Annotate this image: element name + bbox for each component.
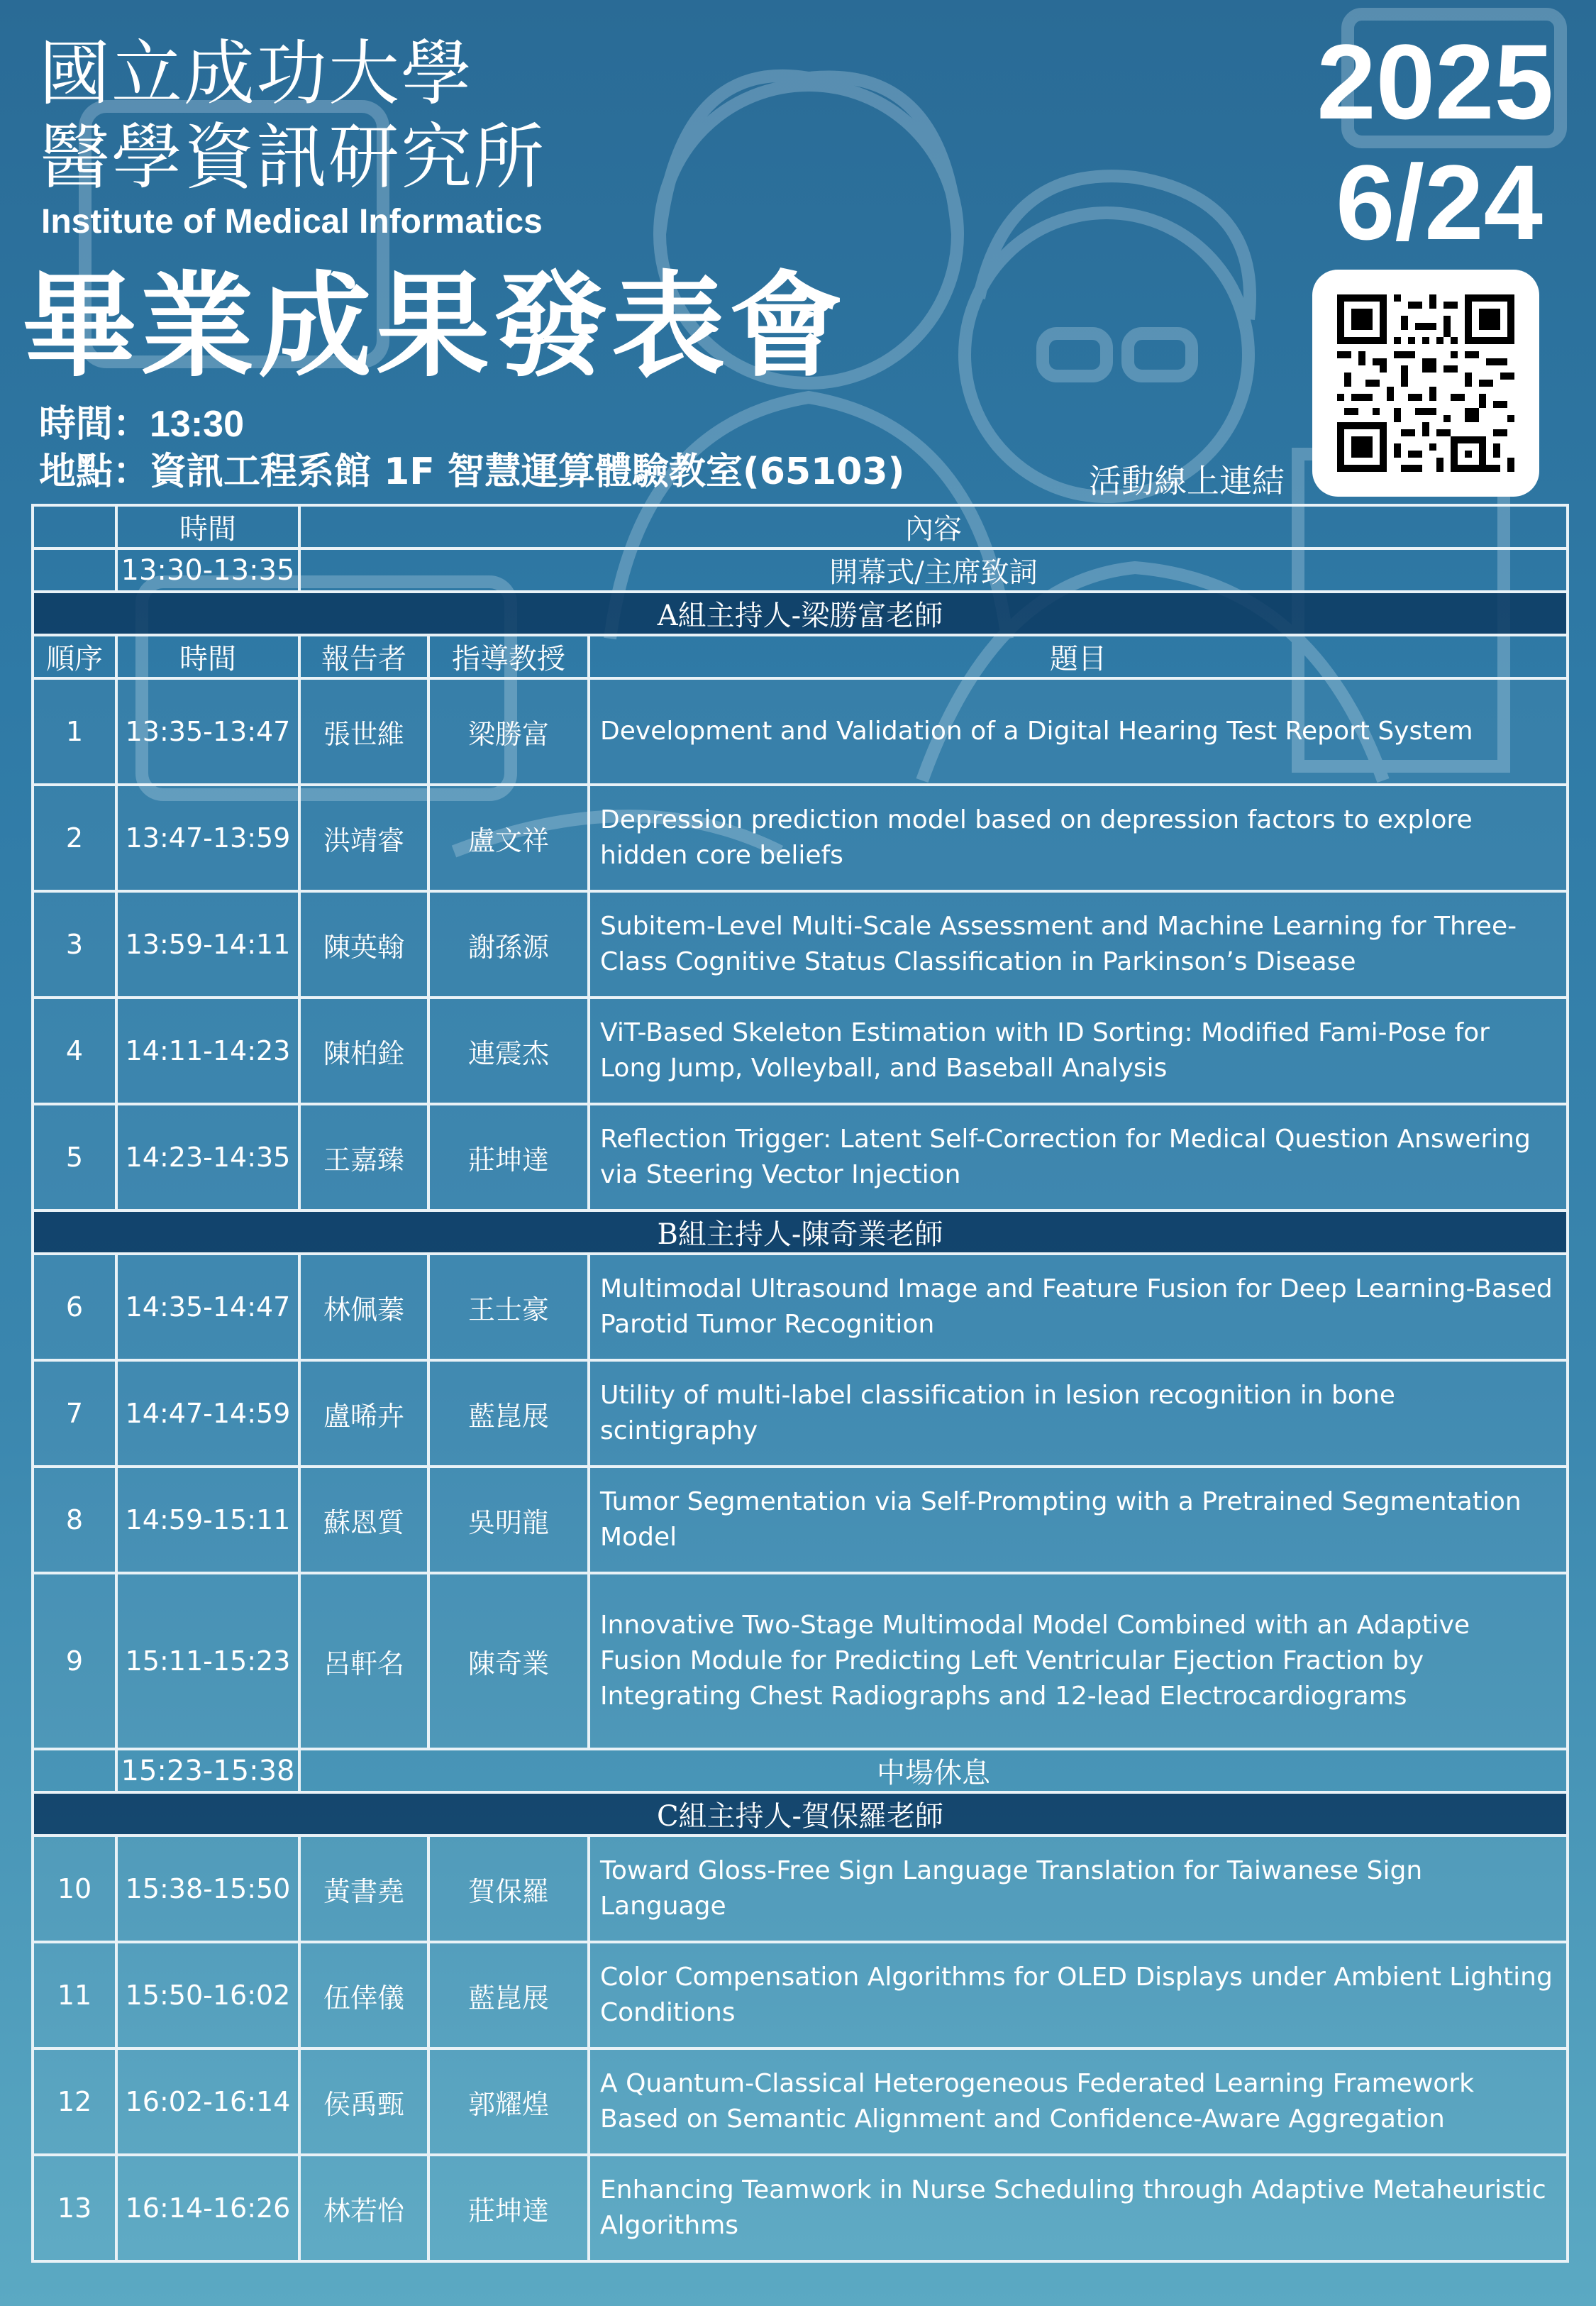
talk-title: A Quantum-Classical Heterogeneous Federated Learning Framework Based on Semantic Alignment and Confidence-Aware Aggregation	[589, 2048, 1568, 2155]
location-value: 資訊工程系館 1F 智慧運算體驗教室(65103)	[150, 451, 905, 493]
talk-row	[33, 891, 1568, 998]
talk-row	[33, 998, 1568, 1104]
talk-row	[33, 2048, 1568, 2155]
talk-time: 13:59-14:11	[116, 891, 299, 998]
event-date: 6/24	[1336, 143, 1543, 262]
talk-time: 14:11-14:23	[116, 998, 299, 1104]
talk-row	[33, 1467, 1568, 1573]
talk-advisor: 郭耀煌	[428, 2048, 589, 2155]
talk-order: 5	[33, 1104, 116, 1210]
talk-title: Development and Validation of a Digital Hearing Test Report System	[589, 678, 1568, 785]
talk-advisor: 莊坤達	[428, 1104, 589, 1210]
talk-time: 13:35-13:47	[116, 678, 299, 785]
talk-time: 13:47-13:59	[116, 785, 299, 891]
talk-row	[33, 1104, 1568, 1210]
talk-advisor: 陳奇業	[428, 1573, 589, 1749]
talk-order: 2	[33, 785, 116, 891]
talk-row	[33, 785, 1568, 891]
institute-name-zh-line1: 國立成功大學	[39, 32, 473, 115]
opening-content: 開幕式/主席致詞	[299, 548, 1568, 592]
talk-title: Utility of multi-label classification in lesion recognition in bone scintigraphy	[589, 1360, 1568, 1467]
talk-order: 7	[33, 1360, 116, 1467]
event-title: 畢業成果發表會	[23, 260, 848, 392]
institute-name-en: Institute of Medical Informatics	[41, 203, 543, 241]
talk-title: Tumor Segmentation via Self-Prompting with a Pretrained Segmentation Model	[589, 1467, 1568, 1573]
talk-advisor: 盧文祥	[428, 785, 589, 891]
talk-advisor: 連震杰	[428, 998, 589, 1104]
blank-cell	[33, 505, 116, 548]
talk-advisor: 王士豪	[428, 1254, 589, 1360]
talk-advisor: 吳明龍	[428, 1467, 589, 1573]
institute-name-zh	[39, 32, 545, 199]
talk-order: 12	[33, 2048, 116, 2155]
talk-advisor: 藍崑展	[428, 1360, 589, 1467]
break-content: 中場休息	[299, 1749, 1568, 1792]
talk-advisor: 莊坤達	[428, 2155, 589, 2261]
column-header-row	[33, 635, 1568, 678]
event-year: 2025	[1317, 22, 1553, 141]
talk-order: 11	[33, 1942, 116, 2048]
talk-time: 16:02-16:14	[116, 2048, 299, 2155]
top-header-row	[33, 505, 1568, 548]
talk-row	[33, 1573, 1568, 1749]
talk-time: 14:47-14:59	[116, 1360, 299, 1467]
talk-order: 9	[33, 1573, 116, 1749]
talk-title: Color Compensation Algorithms for OLED Displays under Ambient Lighting Conditions	[589, 1942, 1568, 2048]
talk-presenter: 盧晞卉	[299, 1360, 428, 1467]
header-content: 內容	[299, 505, 1568, 548]
talk-presenter: 黃書堯	[299, 1836, 428, 1942]
talk-title: Toward Gloss-Free Sign Language Translation for Taiwanese Sign Language	[589, 1836, 1568, 1942]
opening-time: 13:30-13:35	[116, 548, 299, 592]
event-location	[39, 441, 904, 495]
talk-presenter: 洪靖睿	[299, 785, 428, 891]
talk-row	[33, 1836, 1568, 1942]
col-header-order: 順序	[33, 635, 116, 678]
talk-presenter: 林若怡	[299, 2155, 428, 2261]
talk-title: Subitem-Level Multi-Scale Assessment and Machine Learning for Three-Class Cognitive Status Classification in Parkinson’s Disease	[589, 891, 1568, 998]
talk-time: 14:35-14:47	[116, 1254, 299, 1360]
group-header-row	[33, 592, 1568, 635]
talk-presenter: 張世維	[299, 678, 428, 785]
talk-title: Depression prediction model based on depression factors to explore hidden core beliefs	[589, 785, 1568, 891]
schedule-table	[31, 504, 1569, 2263]
talk-title: Enhancing Teamwork in Nurse Scheduling through Adaptive Metaheuristic Algorithms	[589, 2155, 1568, 2261]
talk-title: Reflection Trigger: Latent Self-Correction for Medical Question Answering via Steering Vector Injection	[589, 1104, 1568, 1210]
talk-order: 4	[33, 998, 116, 1104]
talk-presenter: 呂軒名	[299, 1573, 428, 1749]
talk-row	[33, 1254, 1568, 1360]
talk-row	[33, 2155, 1568, 2261]
qr-code-icon	[1337, 294, 1514, 472]
talk-order: 3	[33, 891, 116, 998]
talk-row	[33, 678, 1568, 785]
col-header-advisor: 指導教授	[428, 635, 589, 678]
col-header-presenter: 報告者	[299, 635, 428, 678]
group-host: C組主持人-賀保羅老師	[33, 1792, 1568, 1836]
blank-cell	[33, 1749, 116, 1792]
talk-title: ViT-Based Skeleton Estimation with ID Sorting: Modified Fami-Pose for Long Jump, Volleyball, and Baseball Analysis	[589, 998, 1568, 1104]
talk-presenter: 陳柏銓	[299, 998, 428, 1104]
talk-order: 8	[33, 1467, 116, 1573]
time-value: 13:30	[150, 404, 245, 445]
talk-time: 14:59-15:11	[116, 1467, 299, 1573]
talk-title: Multimodal Ultrasound Image and Feature Fusion for Deep Learning-Based Parotid Tumor Recognition	[589, 1254, 1568, 1360]
group-header-row	[33, 1792, 1568, 1836]
qr-caption: 活動線上連結	[1089, 462, 1285, 500]
talk-time: 16:14-16:26	[116, 2155, 299, 2261]
talk-row	[33, 1942, 1568, 2048]
break-time: 15:23-15:38	[116, 1749, 299, 1792]
break-row	[33, 1749, 1568, 1792]
talk-order: 10	[33, 1836, 116, 1942]
talk-presenter: 林佩蓁	[299, 1254, 428, 1360]
location-label: 地點：	[39, 450, 150, 493]
talk-row	[33, 1360, 1568, 1467]
talk-presenter: 伍倖儀	[299, 1942, 428, 2048]
talk-time: 15:38-15:50	[116, 1836, 299, 1942]
talk-order: 6	[33, 1254, 116, 1360]
col-header-title: 題目	[589, 635, 1568, 678]
talk-time: 15:50-16:02	[116, 1942, 299, 2048]
col-header-time: 時間	[116, 635, 299, 678]
talk-time: 15:11-15:23	[116, 1573, 299, 1749]
talk-advisor: 賀保羅	[428, 1836, 589, 1942]
header-time: 時間	[116, 505, 299, 548]
opening-row	[33, 548, 1568, 592]
talk-presenter: 陳英翰	[299, 891, 428, 998]
institute-name-zh-line2: 醫學資訊研究所	[39, 116, 545, 199]
talk-advisor: 藍崑展	[428, 1942, 589, 2048]
talk-advisor: 梁勝富	[428, 678, 589, 785]
talk-presenter: 蘇恩質	[299, 1467, 428, 1573]
poster-header	[0, 0, 1596, 504]
talk-presenter: 王嘉臻	[299, 1104, 428, 1210]
talk-order: 1	[33, 678, 116, 785]
talk-order: 13	[33, 2155, 116, 2261]
group-host: B組主持人-陳奇業老師	[33, 1210, 1568, 1254]
event-time	[39, 394, 244, 447]
talk-presenter: 侯禹甄	[299, 2048, 428, 2155]
group-host: A組主持人-梁勝富老師	[33, 592, 1568, 635]
talk-time: 14:23-14:35	[116, 1104, 299, 1210]
qr-code[interactable]	[1312, 270, 1539, 497]
group-header-row	[33, 1210, 1568, 1254]
blank-cell	[33, 548, 116, 592]
time-label: 時間：	[39, 402, 150, 446]
talk-title: Innovative Two-Stage Multimodal Model Combined with an Adaptive Fusion Module for Predicting Left Ventricular Ejection Fraction by Integrating Chest Radiographs and 12-lead Electrocardiograms	[589, 1573, 1568, 1749]
talk-advisor: 謝孫源	[428, 891, 589, 998]
